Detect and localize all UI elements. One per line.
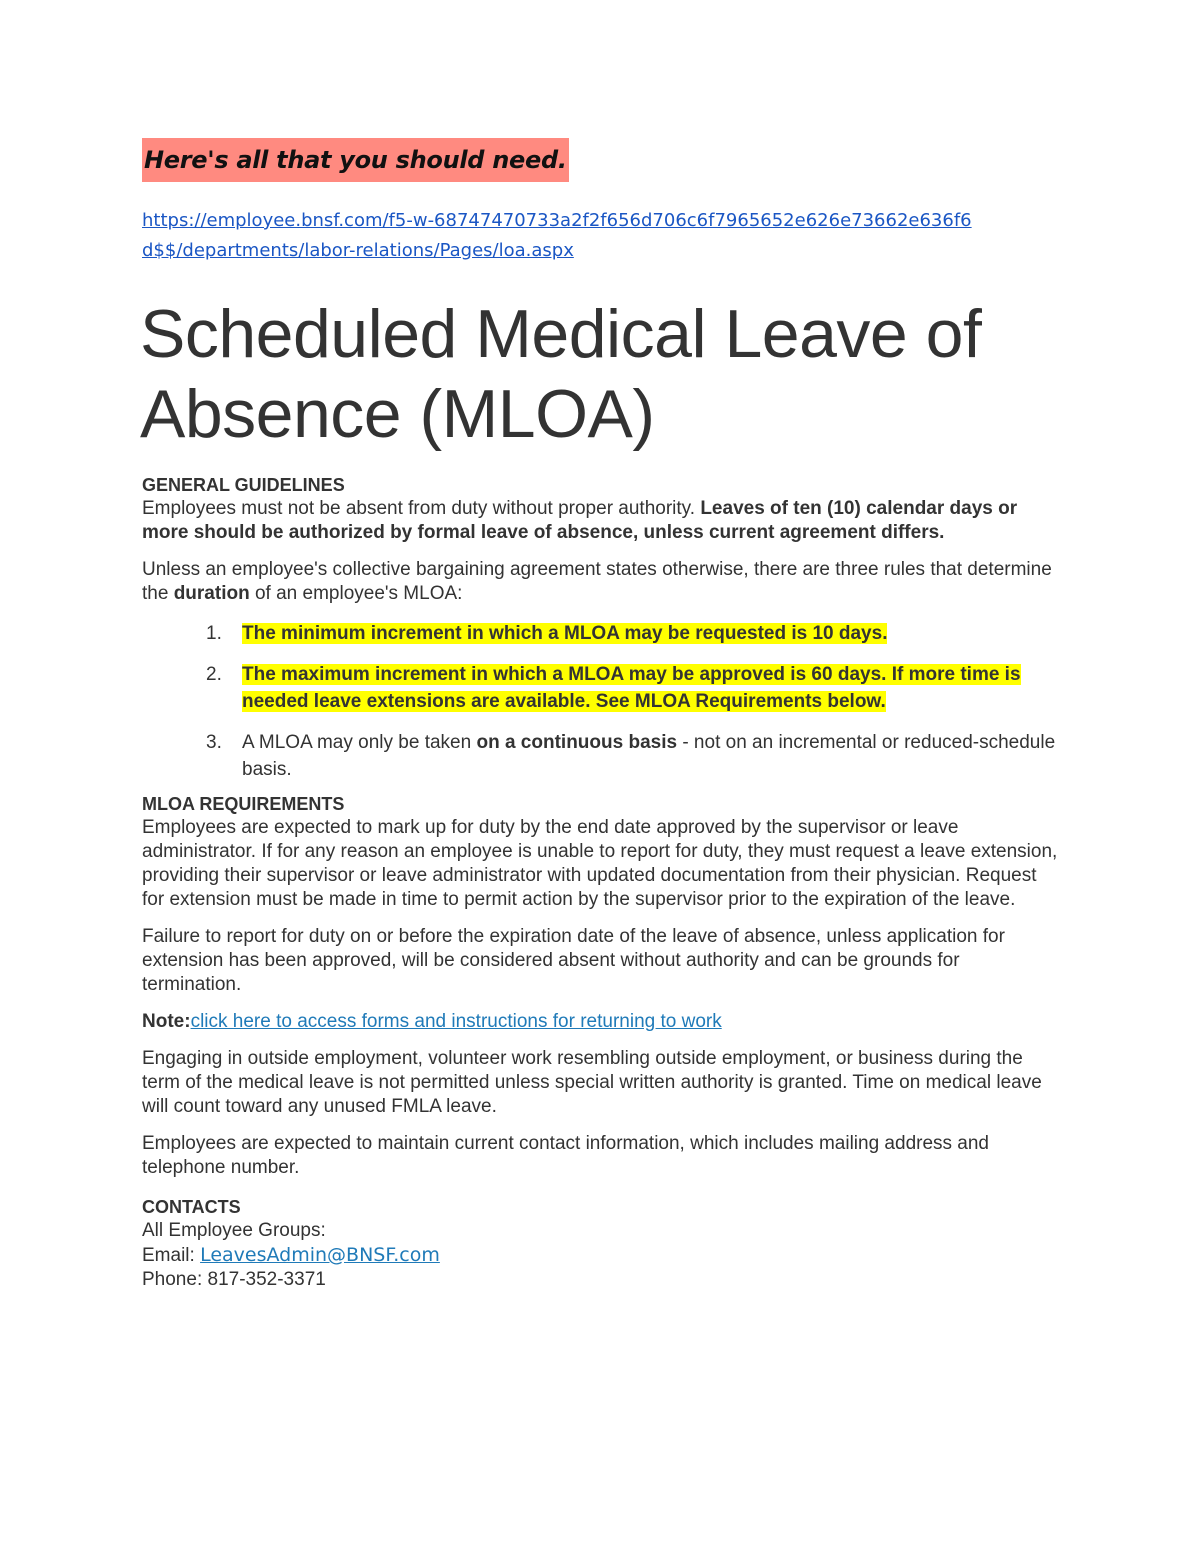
duration-paragraph — [142, 558, 1062, 606]
rule-text-after: - not on an incremental or reduced-schedule basis. — [242, 732, 1056, 780]
document-page — [142, 138, 1062, 1292]
duration-p-after: of an employee's MLOA: — [249, 583, 463, 604]
list-item-number: 2. — [206, 664, 222, 685]
mloa-requirements-section — [142, 793, 1062, 1180]
contacts-groups: All Employee Groups: — [142, 1220, 326, 1241]
requirements-paragraph-2: Failure to report for duty on or before the expiration date of the leave of absence, unless application for extension has been approved, will be considered absent without authority and can be grounds for termination. — [142, 926, 1005, 995]
contacts-email-line — [142, 1243, 1062, 1268]
duration-rules-list — [142, 620, 1062, 783]
source-url-link[interactable]: https://employee.bnsf.com/f5-w-68747470733a2f2f656d706c6f7965652e626e73662e636f6d$$/departments/labor-relations/Pages/loa.aspx — [142, 210, 972, 261]
intro-banner-text: Here's all that you should need. — [142, 138, 569, 182]
note-label: Note: — [142, 1011, 191, 1032]
rule-text-before: A MLOA may only be taken — [242, 732, 477, 753]
general-guidelines-paragraph — [142, 497, 1062, 545]
list-item-number: 3. — [206, 732, 222, 753]
contacts-section — [142, 1196, 1062, 1292]
rule-text-bold: on a continuous basis — [476, 732, 678, 753]
page-title: Scheduled Medical Leave of Absence (MLOA) — [140, 296, 982, 452]
phone-number: 817-352-3371 — [207, 1269, 326, 1290]
highlighted-rule-text: The maximum increment in which a MLOA may be approved is 60 days. If more time is needed leave extensions are available. See MLOA Requirements below. — [242, 664, 1021, 712]
contacts-heading: CONTACTS — [142, 1197, 241, 1217]
return-to-work-link[interactable]: click here to access forms and instructions for returning to work — [190, 1011, 722, 1032]
list-item — [142, 620, 1062, 647]
general-p1-text: Employees must not be absent from duty without proper authority. — [142, 498, 701, 519]
email-link[interactable]: LeavesAdmin@BNSF.com — [200, 1244, 440, 1266]
contacts-phone-line — [142, 1268, 1062, 1292]
list-item-number: 1. — [206, 623, 222, 644]
duration-p-bold: duration — [173, 583, 250, 604]
general-p1-bold: Leaves of ten (10) calendar days or more should be authorized by formal leave of absence, unless current agreement differs. — [142, 498, 1018, 543]
note-paragraph — [142, 1010, 1062, 1034]
requirements-paragraph-3: Engaging in outside employment, volunteer work resembling outside employment, or business during the term of the medical leave is not permitted unless special written authority is granted. Time on medical leave will count toward any unused FMLA leave. — [142, 1048, 1042, 1117]
mloa-requirements-heading: MLOA REQUIREMENTS — [142, 794, 345, 814]
general-guidelines-section — [142, 474, 1062, 783]
list-item — [142, 729, 1062, 783]
list-item — [142, 661, 1062, 715]
requirements-paragraph-4: Employees are expected to maintain current contact information, which includes mailing address and telephone number. — [142, 1133, 990, 1178]
duration-p-before: Unless an employee's collective bargaining agreement states otherwise, there are three rules that determine the — [142, 559, 1052, 604]
email-label: Email: — [142, 1245, 201, 1266]
intro-banner — [142, 138, 1062, 182]
highlighted-rule-text: The minimum increment in which a MLOA may be requested is 10 days. — [242, 623, 888, 644]
general-guidelines-heading: GENERAL GUIDELINES — [142, 475, 345, 495]
requirements-paragraph-1: Employees are expected to mark up for duty by the end date approved by the supervisor or leave administrator. If for any reason an employee is unable to report for duty, they must request a leave extension, providing their supervisor or leave administrator with updated documentation from their physician. Request for extension must be made in time to permit action by the supervisor prior to the expiration of the leave. — [142, 817, 1058, 910]
phone-label: Phone: — [142, 1269, 208, 1290]
